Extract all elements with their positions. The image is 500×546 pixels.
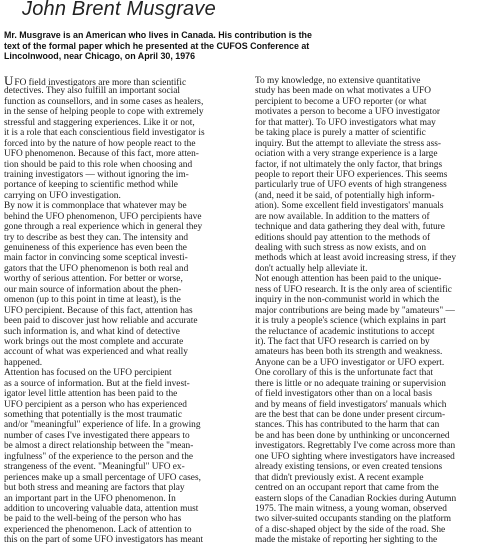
body-line: Anyone can be a UFO investigator or UFO expert. [255,357,445,368]
body-line: ingfulness" of the experience to the person and the [4,451,194,462]
body-line: strangeness of the event. "Meaningful" UFO ex- [4,462,185,473]
body-line: but both stress and meaning are factors that play [4,483,185,494]
body-line: be paid to the well-being of the person who has [4,514,182,525]
body-line: that didn't previously exist. A recent example [255,472,424,483]
body-line: and by means of field investigators' manuals which [255,399,447,410]
body-line: in the sense of helping people to cope with extremely [4,107,204,118]
body-line: investigators. Regrettably I've come across more than [255,441,456,452]
body-line: such information is, and what kind of detective [4,326,180,337]
body-line: omenon (up to this point in time at least), is the [4,295,181,306]
body-line-text: FO field investigators are more than scientific [14,78,187,87]
right-column [255,76,495,546]
body-line: are now available. In addition to the matters of [255,211,430,222]
body-line: stressful and staggering experiences. Like it or not, [4,117,195,128]
body-line: carrying on UFO investigation. [4,190,121,201]
body-line: genuineness of this experience has even been the [4,243,187,253]
body-line: don't actually help alleviate it. [255,263,368,274]
body-line: forced into by the nature of how people react to the [4,138,196,149]
body-line: To my knowledge, no extensive quantitative [255,76,421,86]
body-line: be and has been done by unthinking or unconcerned [255,430,450,441]
body-line: eastern slops of the Canadian Rockies during Autumn [255,493,457,504]
body-line: been paid to discover just how reliable and accurate [4,316,198,327]
body-line: try to describe as best they can. The intensity and [4,232,189,243]
body-line: it is truly a people's science (which explains in part [255,316,446,327]
body-line: made the mistake of reporting her sighting to the [255,535,438,546]
body-line: gone through a real experience which in general they [4,222,203,233]
body-line: technique and data gathering they deal with, future [255,222,445,233]
body-line: amateurs has been both its strength and weakness. [255,347,443,358]
body-line: of a disc-shaped object by the side of the road. She [255,524,446,535]
body-line: already existing tensions, or even created tensions [255,462,443,473]
body-line: Attention has focused on the UFO percipient [4,368,172,379]
body-line: this on the part of some UFO investigators has meant [4,535,204,546]
body-line: particularly true of UFO events of high strangeness [255,180,447,191]
body-line: an important part in the UFO phenomenon. In [4,493,176,504]
body-line: people to report their UFO experiences. This seems [255,169,448,180]
body-line: ociation with a very strange experience is a large [255,149,438,160]
body-line: it). The fact that UFO research is carried on by [255,336,430,347]
body-line: account of what was experienced and what really [4,347,188,358]
body-line: our main source of information about the phen- [4,284,182,295]
body-line: Not enough attention has been paid to the unique- [255,274,442,285]
body-line: UFO phenomenon. Because of this fact, more atten- [4,149,199,160]
body-line: major contributions are being made by "amateurs" — [255,305,455,316]
body-line: training investigators — without ignoring the im- [4,169,189,180]
drop-cap: U [4,76,14,87]
body-line: happened. [4,357,43,368]
body-line: one UFO sighting where investigators have increased [255,451,455,462]
body-line: work brings out the most complete and accurate [4,336,184,347]
intro-line: Lincolnwood, near Chicago, on April 30, 1976 [4,51,196,62]
body-line: One corollary of this is the unfortunate fact that [255,368,433,379]
body-line: it is a role that each conscientious field investigator is [4,128,205,139]
body-line: factor, if not ultimately the only factor, that brings [255,159,443,170]
body-line: igator level little attention has been paid to the [4,389,178,400]
left-column [4,76,244,546]
body-line: be taking place is purely a matter of scientific [255,128,426,139]
intro-line: text of the formal paper which he presented at the CUFOS Conference at [4,40,310,51]
body-line: the reluctance of academic institutions to accept [255,326,435,337]
body-line: there is little or no adequate training or supervision [255,378,446,389]
body-line: portance of keeping to scientific method while [4,180,178,191]
body-line: ation). Some excellent field investigators' manuals [255,201,444,212]
body-line: dealing with such stress as now exists, and on [255,243,427,253]
body-line: UFO percipient as a person who has experienced [4,399,187,410]
body-line: as a source of information. But at the field invest- [4,378,190,389]
body-line: UFO percipient. Because of this fact, attention has [4,305,193,316]
body-line: number of cases I've investigated there appears to [4,430,190,441]
body-line: methods which at least avoid increasing stress, if they [255,253,457,264]
body-line: for that matter). To UFO investigators what may [255,117,436,128]
body-line: two silver-suited occupants standing on the platform [255,514,451,525]
author-intro [4,30,496,62]
intro-line: Mr. Musgrave is an American who lives in Canada. His contribution is the [4,30,312,40]
body-line: something that potentially is the most traumatic [4,410,183,420]
body-line: function as counsellors, and in some cases as healers, [4,96,204,107]
body-line: (and, need it be said, of potentially high inform- [255,190,435,201]
body-line: By now it is commonplace that whatever may be [4,201,187,212]
body-line: stances. This has contributed to the harm that can [255,420,440,431]
body-line: experienced the phenomenon. Lack of attention to [4,524,192,535]
body-line: 1975. The main witness, a young woman, observed [255,503,447,514]
author-heading: John Brent Musgrave [22,0,216,20]
body-line: periences make up a small percentage of UFO cases, [4,472,201,483]
body-line: are the best that can be done under present circum- [255,410,446,420]
body-line: ness of UFO research. It is the only area of scientific [255,284,452,295]
body-line: inquiry in the non-communist world in which the [255,295,439,306]
body-line: motivates a person to become a UFO investigator [255,107,441,118]
body-line: inquiry. But the attempt to alleviate the stress ass- [255,138,441,149]
body-line: detectives. They also fulfill an important social [4,86,181,97]
body-line: and/or "meaningful" experience of life. In a growing [4,420,201,431]
body-line: tion should be paid to this role when choosing and [4,159,193,170]
body-line: editions should pay attention to the methods of [255,232,431,243]
body-line: centred on an occupant report that came from the [255,483,439,494]
body-line: be almost a direct relationship between the "mean- [4,441,194,452]
body-line: worthy of serious attention. For better or worse, [4,274,183,285]
body-line: percipient to become a UFO reporter (or what [255,96,427,107]
body-line: addition to uncovering valuable data, attention must [4,503,199,514]
body-line: behind the UFO phenomenon, UFO percipients have [4,211,202,222]
body-line [4,76,244,86]
body-line: of field investigators other than on a local basis [255,389,432,400]
body-line: main factor in convincing some sceptical investi- [4,253,188,264]
body-line: gators that the UFO phenomenon is both real and [4,263,189,274]
body-line: study has been made on what motivates a UFO [255,86,431,97]
